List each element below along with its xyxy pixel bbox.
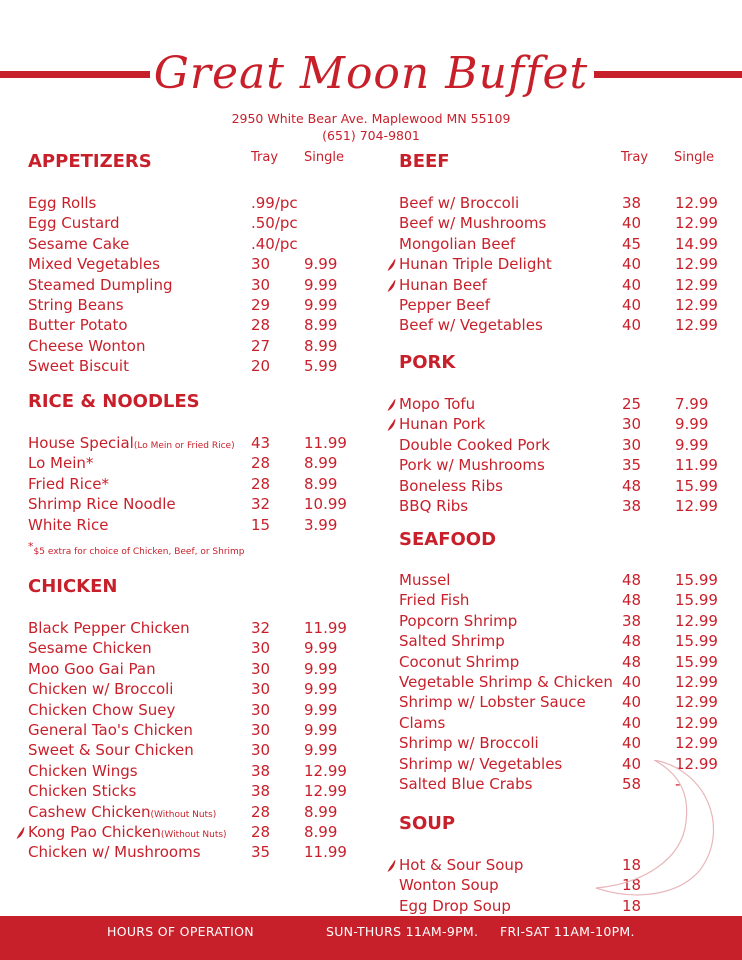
single-price: 9.99 — [304, 659, 338, 678]
footnote-mark: * — [28, 540, 34, 553]
tray-price: 40 — [622, 673, 642, 691]
item-name-text: Moo Goo Gai Pan — [28, 659, 156, 678]
tray-price: 43 — [251, 434, 271, 452]
menu-item-name — [399, 394, 475, 414]
tray-price: 28 — [251, 823, 271, 841]
item-name-text: Sesame Chicken — [28, 639, 152, 658]
tray-price: 30 — [251, 639, 271, 658]
single-price: 5.99 — [304, 357, 338, 376]
single-price: 8.99 — [304, 802, 338, 821]
item-name-text: Mongolian Beef — [399, 234, 516, 253]
tray-price: .99/pc — [251, 194, 298, 212]
tray-price: 28 — [251, 454, 271, 473]
single-price: 11.99 — [675, 456, 718, 475]
item-name-text: Mopo Tofu — [399, 395, 476, 413]
item-name-text: Chicken w/ Broccoli — [28, 680, 174, 699]
single-price: 9.99 — [304, 741, 338, 760]
tray-price: 30 — [622, 435, 642, 454]
single-price: 12.99 — [304, 761, 347, 780]
item-name-text: Salted Blue Crabs — [399, 775, 533, 793]
menu-item-name — [399, 733, 539, 753]
menu-item-name — [28, 659, 156, 679]
tray-price: 40 — [622, 214, 642, 233]
menu-item-name — [28, 193, 96, 213]
section-soup: SOUP — [399, 813, 456, 834]
item-name-text: Mixed Vegetables — [28, 255, 160, 274]
tray-price: 40 — [622, 754, 642, 773]
item-note: (Lo Mein or Fried Rice) — [133, 441, 235, 451]
single-price: 12.99 — [675, 275, 718, 294]
menu-item-name — [28, 740, 194, 760]
single-price: 12.99 — [675, 497, 718, 515]
item-name-text: Shrimp w/ Vegetables — [399, 754, 563, 773]
single-price: 8.99 — [304, 823, 338, 841]
single-price: 11.99 — [304, 619, 347, 637]
appetizers-single-header: Single — [304, 150, 344, 165]
section-seafood: SEAFOOD — [399, 529, 497, 550]
tray-price: 38 — [251, 761, 271, 780]
menu-item-name — [399, 275, 487, 295]
single-price: 11.99 — [304, 434, 347, 452]
menu-item-name — [28, 254, 160, 274]
item-name-text: Sweet & Sour Chicken — [28, 741, 194, 760]
chili-pepper-icon — [387, 858, 397, 872]
menu-item-name — [28, 453, 93, 473]
menu-item-name — [399, 754, 562, 774]
item-name-text: Hunan Triple Delight — [399, 255, 552, 274]
item-name-text: Chicken Sticks — [28, 782, 137, 801]
footnote-text: $5 extra for choice of Chicken, Beef, or Shrimp — [33, 547, 245, 557]
menu-item-name — [399, 476, 503, 496]
menu-item-name — [28, 638, 152, 658]
single-price: - — [675, 775, 681, 793]
menu-item-name — [399, 414, 485, 434]
single-price: 12.99 — [675, 673, 718, 691]
tray-price: 40 — [622, 255, 642, 274]
tray-price: 48 — [622, 632, 642, 651]
item-name-text: Egg Drop Soup — [399, 896, 511, 915]
item-name-text: Shrimp w/ Lobster Sauce — [399, 693, 586, 712]
single-price: 10.99 — [304, 495, 347, 514]
tray-price: 30 — [251, 680, 271, 699]
single-price: 12.99 — [675, 693, 718, 712]
single-price: 12.99 — [304, 782, 347, 801]
tray-price: 30 — [251, 741, 271, 760]
tray-price: 28 — [251, 802, 271, 821]
item-name-text: Shrimp Rice Noodle — [28, 495, 176, 514]
chili-pepper-icon — [387, 397, 397, 411]
menu-item-name — [399, 896, 511, 916]
menu-item-name — [399, 875, 499, 895]
restaurant-title: Great Moon Buffet — [153, 48, 589, 99]
tray-price: 38 — [251, 782, 271, 801]
menu-item-name — [399, 611, 517, 631]
menu-item-name — [399, 672, 613, 692]
menu-item-name — [399, 774, 532, 794]
menu-item-name — [399, 254, 552, 274]
item-name-text: Steamed Dumpling — [28, 275, 173, 294]
phone-number: (651) 704-9801 — [322, 128, 420, 143]
tray-price: 38 — [622, 194, 642, 212]
menu-item-name — [28, 494, 176, 514]
single-price: 3.99 — [304, 515, 338, 534]
section-chicken: CHICKEN — [28, 576, 118, 597]
menu-item-name — [399, 435, 550, 455]
item-name-text: General Tao's Chicken — [28, 721, 193, 739]
single-price: 9.99 — [304, 721, 338, 739]
single-price: 8.99 — [304, 474, 338, 493]
single-price: 8.99 — [304, 454, 338, 473]
item-name-text: Egg Rolls — [28, 194, 97, 212]
menu-item-name — [28, 336, 145, 356]
tray-price: 32 — [251, 495, 271, 514]
menu-item-name — [28, 213, 120, 233]
single-price: 11.99 — [304, 843, 347, 862]
tray-price: 40 — [622, 296, 642, 314]
tray-price: 27 — [251, 336, 271, 355]
tray-price: 29 — [251, 296, 271, 314]
tray-price: 28 — [251, 316, 271, 335]
single-price: 14.99 — [675, 234, 718, 253]
single-price: 12.99 — [675, 316, 718, 335]
tray-price: 25 — [622, 395, 642, 413]
item-name-text: Popcorn Shrimp — [399, 611, 518, 630]
item-name-text: House Special — [28, 434, 134, 452]
tray-price: 45 — [622, 234, 642, 253]
single-price: 12.99 — [675, 296, 718, 314]
menu-item-name — [399, 855, 523, 875]
menu-item-name — [28, 295, 124, 315]
single-price: 8.99 — [304, 336, 338, 355]
tray-price: 30 — [251, 659, 271, 678]
tray-price: 30 — [251, 255, 271, 274]
item-name-text: Lo Mein* — [28, 454, 94, 473]
tray-price: 48 — [622, 571, 642, 589]
single-price: 15.99 — [675, 476, 718, 495]
item-name-text: Sweet Biscuit — [28, 357, 129, 376]
item-name-text: Wonton Soup — [399, 876, 499, 895]
menu-item-name — [28, 761, 138, 781]
tray-price: 40 — [622, 275, 642, 294]
single-price: 9.99 — [304, 255, 338, 274]
item-name-text: Shrimp w/ Broccoli — [399, 734, 539, 753]
item-name-text: Cheese Wonton — [28, 336, 146, 355]
item-name-text: Boneless Ribs — [399, 476, 503, 495]
menu-item-name — [399, 713, 445, 733]
chili-pepper-icon — [387, 417, 397, 431]
tray-price: 38 — [622, 497, 642, 515]
single-price: 9.99 — [675, 415, 709, 434]
single-price: 7.99 — [675, 395, 709, 413]
menu-item-name — [399, 193, 519, 213]
tray-price: 40 — [622, 316, 642, 335]
item-name-text: Beef w/ Mushrooms — [399, 214, 547, 233]
tray-price: 35 — [622, 456, 642, 475]
item-name-text: Beef w/ Vegetables — [399, 316, 543, 335]
tray-price: 32 — [251, 619, 271, 637]
menu-item-name — [399, 213, 546, 233]
address-block — [0, 110, 742, 144]
item-name-text: Egg Custard — [28, 214, 120, 233]
menu-item-name — [399, 652, 519, 672]
menu-item-name — [28, 842, 201, 862]
tray-price: 40 — [622, 734, 642, 753]
item-name-text: Butter Potato — [28, 316, 128, 335]
item-name-text: Chicken w/ Mushrooms — [28, 843, 201, 862]
menu-item-name — [399, 570, 450, 590]
tray-price: 40 — [622, 693, 642, 712]
single-price: 9.99 — [304, 275, 338, 294]
item-name-text: Pepper Beef — [399, 296, 490, 314]
tray-price: 30 — [622, 415, 642, 434]
appetizers-tray-header: Tray — [251, 150, 279, 165]
tray-price: 58 — [622, 775, 642, 793]
item-name-text: Hot & Sour Soup — [399, 856, 524, 874]
single-price: 12.99 — [675, 611, 718, 630]
menu-item-name — [28, 356, 129, 376]
single-price: 8.99 — [304, 316, 338, 335]
tray-price: 30 — [251, 275, 271, 294]
tray-price: 30 — [251, 700, 271, 719]
item-name-text: Coconut Shrimp — [399, 652, 520, 671]
single-price: 9.99 — [304, 700, 338, 719]
item-note: (Without Nuts) — [150, 809, 217, 820]
chili-pepper-icon — [16, 825, 26, 839]
menu-item-name — [28, 234, 129, 254]
tray-price: 28 — [251, 474, 271, 493]
menu-item-name — [28, 720, 193, 740]
tray-price: 48 — [622, 476, 642, 495]
single-price: 12.99 — [675, 214, 718, 233]
item-name-text: String Beans — [28, 296, 124, 314]
item-name-text: White Rice — [28, 515, 109, 534]
tray-price: 20 — [251, 357, 271, 376]
single-price: 9.99 — [304, 296, 338, 314]
item-note: (Without Nuts) — [160, 830, 227, 840]
item-name-text: Pork w/ Mushrooms — [399, 456, 545, 475]
tray-price: 38 — [622, 611, 642, 630]
single-price: 15.99 — [675, 632, 718, 651]
beef-tray-header: Tray — [621, 150, 649, 165]
menu-item-name — [399, 631, 505, 651]
menu-item-name — [399, 455, 545, 475]
menu-item-name — [28, 679, 173, 699]
menu-item-name — [28, 515, 108, 535]
beef-single-header: Single — [674, 150, 714, 165]
single-price: 9.99 — [304, 639, 338, 658]
section-appetizers: APPETIZERS — [28, 151, 152, 172]
single-price: 12.99 — [675, 734, 718, 753]
menu-item-name — [28, 275, 173, 295]
item-name-text: Clams — [399, 713, 446, 732]
weekend-hours: FRI-SAT 11AM-10PM. — [500, 924, 635, 939]
single-price: 12.99 — [675, 754, 718, 773]
menu-item-name — [28, 618, 190, 638]
menu-item-name — [399, 315, 543, 335]
single-price: 15.99 — [675, 652, 718, 671]
hours-label: HOURS OF OPERATION — [107, 924, 254, 939]
item-name-text: Sesame Cake — [28, 234, 130, 253]
crescent-moon-icon — [590, 760, 740, 900]
tray-price: .50/pc — [251, 214, 298, 233]
item-name-text: Double Cooked Pork — [399, 435, 550, 454]
item-name-text: Beef w/ Broccoli — [399, 194, 520, 212]
tray-price: 18 — [622, 856, 642, 874]
section-beef: BEEF — [399, 151, 450, 172]
tray-price: 35 — [251, 843, 271, 862]
item-name-text: BBQ Ribs — [399, 497, 469, 515]
menu-item-name — [28, 474, 109, 494]
chili-pepper-icon — [387, 257, 397, 271]
menu-item-name — [28, 315, 128, 335]
footer-hours-bar — [0, 916, 742, 960]
item-name-text: Mussel — [399, 571, 451, 589]
item-name-text: Salted Shrimp — [399, 632, 505, 651]
tray-price: 48 — [622, 652, 642, 671]
tray-price: 48 — [622, 591, 642, 610]
item-name-text: Chicken Wings — [28, 761, 138, 780]
menu-item-name — [399, 496, 468, 516]
menu-item-name — [28, 781, 136, 801]
tray-price: 40 — [622, 713, 642, 732]
item-name-text: Fried Fish — [399, 591, 470, 610]
tray-price: .40/pc — [251, 234, 298, 253]
menu-item-name — [399, 234, 515, 254]
tray-price: 18 — [622, 896, 642, 915]
single-price: 9.99 — [675, 435, 709, 454]
single-price: 12.99 — [675, 255, 718, 274]
section-rice-noodles: RICE & NOODLES — [28, 391, 200, 412]
menu-item-name — [399, 295, 490, 315]
single-price: 15.99 — [675, 591, 718, 610]
address: 2950 White Bear Ave. Maplewood MN 55109 — [231, 111, 511, 126]
item-name-text: Chicken Chow Suey — [28, 700, 176, 719]
item-name-text: Vegetable Shrimp & Chicken — [399, 673, 613, 691]
single-price: 12.99 — [675, 713, 718, 732]
weekday-hours: SUN-THURS 11AM-9PM. — [326, 924, 479, 939]
single-price: 9.99 — [304, 680, 338, 699]
item-name-text: Black Pepper Chicken — [28, 619, 190, 637]
item-name-text: Hunan Pork — [399, 415, 486, 434]
tray-price: 15 — [251, 515, 271, 534]
tray-price: 18 — [622, 876, 642, 895]
chili-pepper-icon — [387, 278, 397, 292]
item-name-text: Hunan Beef — [399, 275, 487, 294]
item-name-text: Fried Rice* — [28, 474, 109, 493]
menu-item-name — [28, 700, 175, 720]
rice-footnote — [28, 540, 245, 557]
item-name-text: Cashew Chicken — [28, 802, 151, 821]
item-name-text: Kong Pao Chicken — [28, 823, 161, 841]
menu-item-name — [399, 590, 469, 610]
tray-price: 30 — [251, 721, 271, 739]
single-price: 12.99 — [675, 194, 718, 212]
single-price: 15.99 — [675, 571, 718, 589]
section-pork: PORK — [399, 352, 456, 373]
menu-item-name — [399, 692, 586, 712]
